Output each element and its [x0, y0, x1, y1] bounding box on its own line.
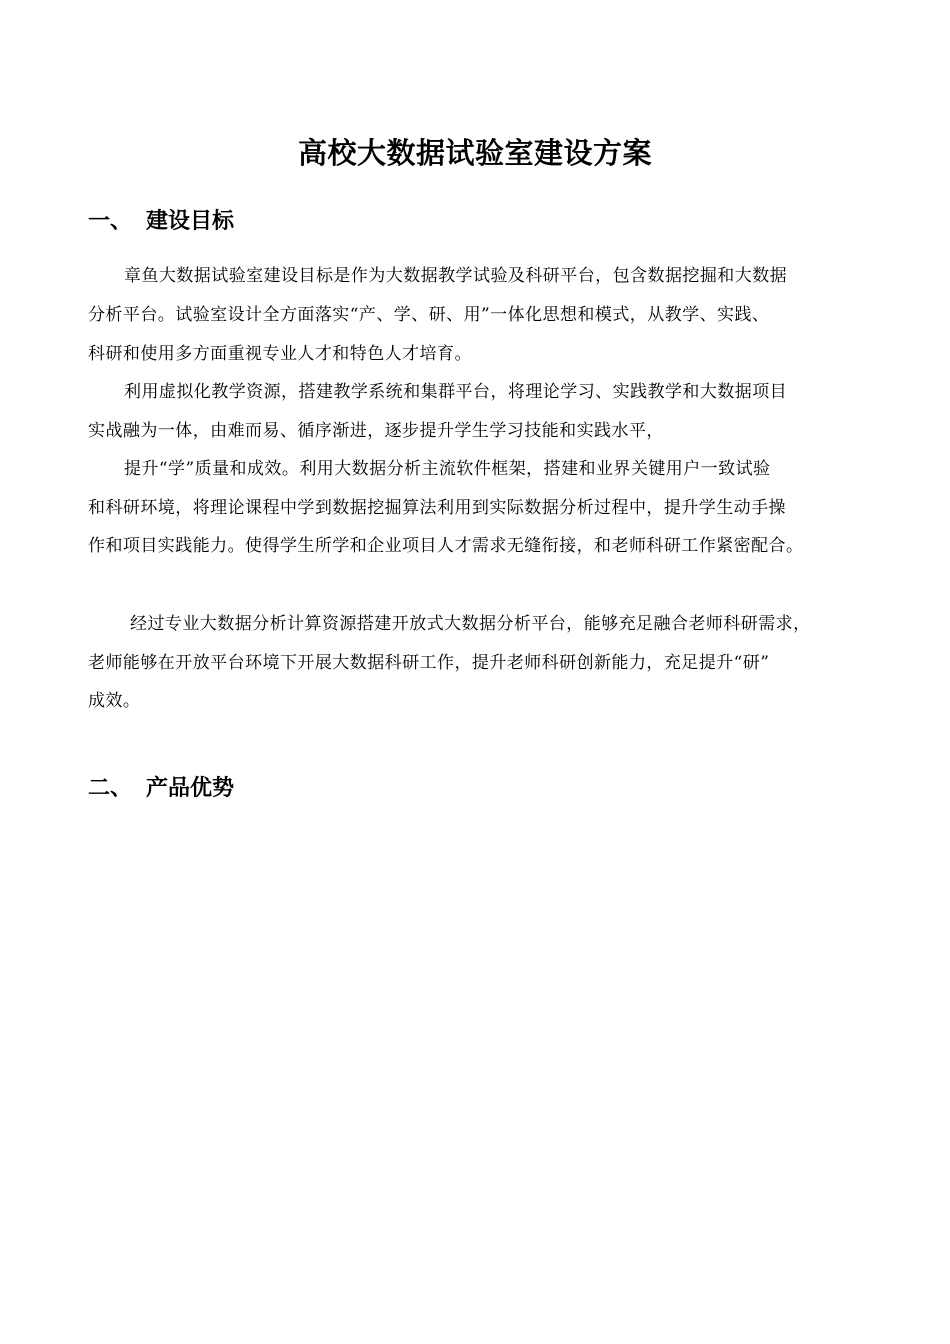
- paragraph-line: 和科研环境，将理论课程中学到数据挖掘算法利用到实际数据分析过程中，提升学生动手操: [88, 498, 786, 518]
- page-title: 高校大数据试验室建设方案: [297, 136, 652, 170]
- paragraph-line: 实战融为一体，由难而易、循序渐进，逐步提升学生学习技能和实践水平，: [88, 421, 664, 441]
- paragraph-line: 作和项目实践能力。使得学生所学和企业项目人才需求无缝衔接，和老师科研工作紧密配合。: [88, 536, 804, 556]
- paragraph-line: 老师能够在开放平台环境下开展大数据科研工作，提升老师科研创新能力，充足提升“研”: [88, 653, 770, 673]
- paragraph-line: 成效。: [88, 691, 141, 711]
- paragraph-line: 利用虚拟化教学资源，搭建教学系统和集群平台，将理论学习、实践教学和大数据项目: [124, 382, 788, 402]
- paragraph-line: 章鱼大数据试验室建设目标是作为大数据教学试验及科研平台，包含数据挖掘和大数据: [124, 266, 788, 286]
- section-title: 产品优势: [146, 776, 235, 801]
- section-heading-1: [88, 207, 234, 237]
- paragraph-line: 提升“学”质量和成效。利用大数据分析主流软件框架，搭建和业界关键用户一致试验: [124, 459, 771, 479]
- section-title: 建设目标: [146, 209, 235, 234]
- paragraph-line: 经过专业大数据分析计算资源搭建开放式大数据分析平台，能够充足融合老师科研需求，: [130, 614, 811, 634]
- paragraph-line: 科研和使用多方面重视专业人才和特色人才培育。: [88, 344, 472, 364]
- section-heading-2: [88, 774, 234, 804]
- paragraph-line: 分析平台。试验室设计全方面落实“产、学、研、用”一体化思想和模式，从教学、实践、: [88, 305, 770, 325]
- section-number: 一、: [88, 209, 133, 234]
- section-number: 二、: [88, 776, 133, 801]
